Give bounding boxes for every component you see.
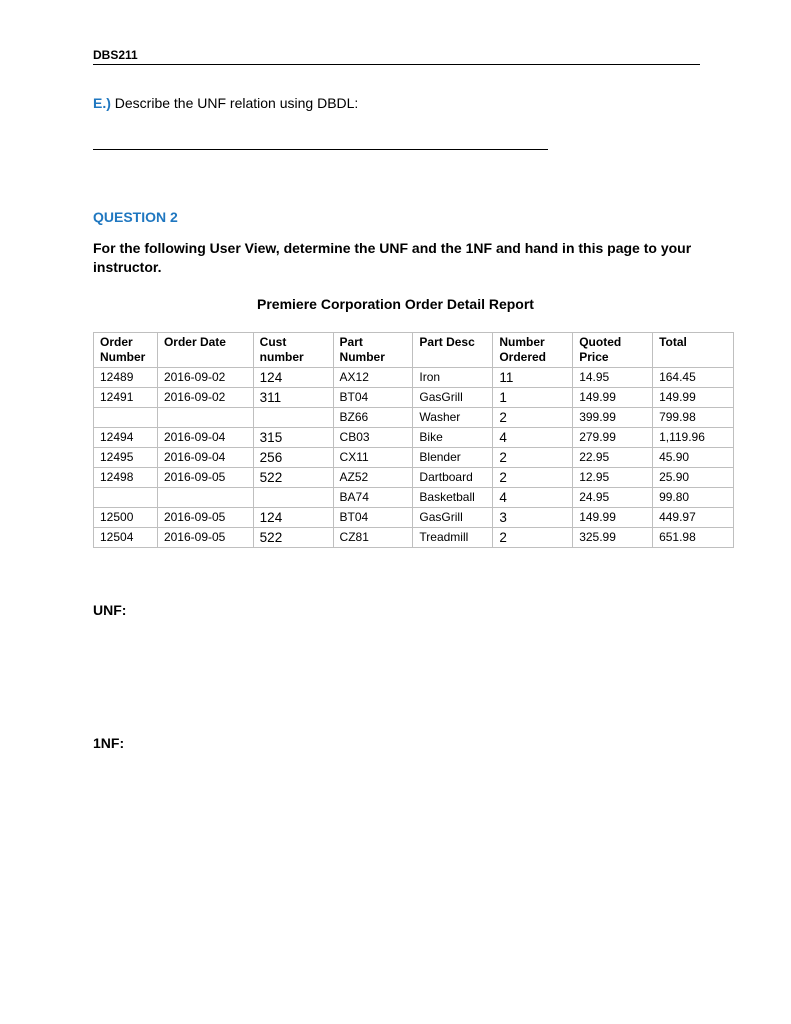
question-instructions: For the following User View, determine the UNF and the 1NF and hand in this page to your instructor. [93, 240, 692, 275]
table-cell: Treadmill [413, 528, 493, 548]
table-cell: 2016-09-05 [157, 468, 253, 488]
column-header-text: Number [499, 335, 545, 349]
table-cell: BT04 [333, 508, 413, 528]
table-cell: GasGrill [413, 388, 493, 408]
table-cell: 149.99 [573, 388, 653, 408]
table-cell [94, 408, 158, 428]
table-cell: 24.95 [573, 488, 653, 508]
table-cell: 2 [493, 468, 573, 488]
table-cell: 11 [493, 368, 573, 388]
table-cell: BT04 [333, 388, 413, 408]
column-header [94, 333, 158, 368]
column-header-text: Part Desc [419, 335, 475, 349]
column-header [253, 333, 333, 368]
table-cell: AZ52 [333, 468, 413, 488]
part-e-label: E.) [93, 95, 111, 111]
report-title: Premiere Corporation Order Detail Report [257, 296, 534, 312]
table-cell: Washer [413, 408, 493, 428]
column-header-text: Part [339, 335, 363, 349]
table-cell: 12494 [94, 428, 158, 448]
column-header-text: Order Date [163, 335, 226, 349]
unf-label: UNF: [93, 602, 127, 618]
table-cell: CX11 [333, 448, 413, 468]
table-cell: 4 [493, 488, 573, 508]
table-cell: 325.99 [573, 528, 653, 548]
table-cell: 12489 [94, 368, 158, 388]
table-cell [94, 488, 158, 508]
table-cell: 124 [253, 508, 333, 528]
table-cell: CZ81 [333, 528, 413, 548]
table-cell: 522 [253, 468, 333, 488]
table-cell [253, 488, 333, 508]
column-header-text: Number [339, 350, 385, 364]
column-header [413, 333, 493, 368]
table-cell: 124 [253, 368, 333, 388]
table-row [94, 448, 734, 468]
table-cell: 315 [253, 428, 333, 448]
table-cell: 99.80 [653, 488, 734, 508]
table-header-row [94, 333, 734, 368]
table-row [94, 508, 734, 528]
column-header-text: Order [100, 335, 133, 349]
1nf-label: 1NF: [93, 735, 125, 751]
table-row [94, 428, 734, 448]
table-cell: 12491 [94, 388, 158, 408]
column-header-text: number [259, 350, 304, 364]
order-detail-table [93, 332, 734, 548]
table-cell: 2 [493, 448, 573, 468]
column-header-text: Cust [259, 335, 287, 349]
question-title: QUESTION 2 [93, 209, 178, 225]
table-cell: 2016-09-04 [157, 448, 253, 468]
table-cell: 449.97 [653, 508, 734, 528]
table-cell: 651.98 [653, 528, 734, 548]
table-cell: Basketball [413, 488, 493, 508]
table-cell: BZ66 [333, 408, 413, 428]
table-cell: 2016-09-05 [157, 508, 253, 528]
table-cell: 12.95 [573, 468, 653, 488]
table-cell: 311 [253, 388, 333, 408]
table-cell: 4 [493, 428, 573, 448]
table-cell: 399.99 [573, 408, 653, 428]
table-cell: 45.90 [653, 448, 734, 468]
answer-line [93, 149, 548, 150]
column-header [493, 333, 573, 368]
table-cell: 14.95 [573, 368, 653, 388]
column-header-text: Price [579, 350, 609, 364]
column-header-text: Total [659, 335, 687, 349]
part-e-prompt [93, 94, 358, 112]
column-header [333, 333, 413, 368]
course-code: DBS211 [93, 48, 138, 62]
table-row [94, 528, 734, 548]
table-cell: 12498 [94, 468, 158, 488]
table-cell: 2 [493, 408, 573, 428]
table-cell: CB03 [333, 428, 413, 448]
column-header-text: Number [100, 350, 146, 364]
column-header [653, 333, 734, 368]
table-cell: 25.90 [653, 468, 734, 488]
table-cell: 149.99 [653, 388, 734, 408]
table-cell: 164.45 [653, 368, 734, 388]
table-cell [157, 408, 253, 428]
table-cell [157, 488, 253, 508]
table-cell: Iron [413, 368, 493, 388]
column-header-text: Quoted [579, 335, 622, 349]
column-header [573, 333, 653, 368]
table-cell: 1,119.96 [653, 428, 734, 448]
part-e-text: Describe the UNF relation using DBDL: [110, 95, 359, 111]
table-cell: 279.99 [573, 428, 653, 448]
table-row [94, 488, 734, 508]
table-cell: 799.98 [653, 408, 734, 428]
table-cell [253, 408, 333, 428]
table-cell: 522 [253, 528, 333, 548]
table-row [94, 408, 734, 428]
table-cell: 2 [493, 528, 573, 548]
table-cell: 12500 [94, 508, 158, 528]
table-cell: AX12 [333, 368, 413, 388]
table-cell: 2016-09-05 [157, 528, 253, 548]
table-cell: 3 [493, 508, 573, 528]
table-cell: GasGrill [413, 508, 493, 528]
page-header [93, 47, 700, 65]
table-cell: 1 [493, 388, 573, 408]
table-cell: 22.95 [573, 448, 653, 468]
table-cell: 12495 [94, 448, 158, 468]
column-header [157, 333, 253, 368]
table-row [94, 388, 734, 408]
table-cell: BA74 [333, 488, 413, 508]
table-cell: 12504 [94, 528, 158, 548]
table-row [94, 468, 734, 488]
table-cell: Blender [413, 448, 493, 468]
table-cell: 256 [253, 448, 333, 468]
table-cell: 2016-09-02 [157, 368, 253, 388]
table-cell: 2016-09-04 [157, 428, 253, 448]
column-header-text: Ordered [499, 350, 547, 364]
table-cell: 2016-09-02 [157, 388, 253, 408]
table-row [94, 368, 734, 388]
table-cell: Bike [413, 428, 493, 448]
table-cell: 149.99 [573, 508, 653, 528]
table-cell: Dartboard [413, 468, 493, 488]
